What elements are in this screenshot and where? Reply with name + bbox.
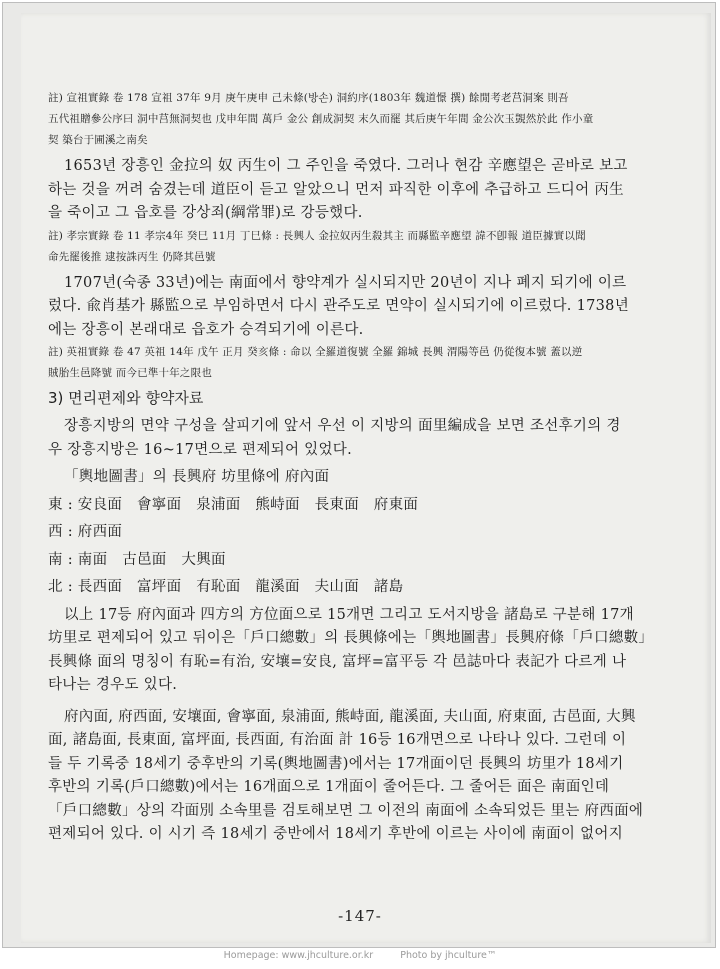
footnote-line: 註) 孝宗實錄 卷 11 孝宗4年 癸巳 11月 丁巳條 : 長興人 金拉奴丙生殺其主 而縣監辛應望 諱不卽報 道臣據實以聞 bbox=[48, 229, 586, 242]
paragraph-line: 長興條 面의 명칭이 有恥=有治, 安壤=安良, 富坪=富平등 각 邑誌마다 表記가 다르게 나 bbox=[48, 653, 627, 670]
paragraph-line: 타나는 경우도 있다. bbox=[48, 677, 178, 693]
district-east: 東 : 安良面 會寧面 泉浦面 熊峙面 長東面 府東面 bbox=[48, 496, 419, 513]
paragraph-line: 우 장흥지방은 16~17면으로 편제되어 있었다. bbox=[48, 441, 353, 458]
homepage-credit: Homepage: www.jhculture.or.kr bbox=[223, 950, 374, 961]
paragraph-line: 장흥지방의 면약 구성을 살피기에 앞서 우선 이 지방의 面里編成을 보면 조선후기의 경 bbox=[64, 418, 621, 434]
watermark-footer bbox=[0, 950, 720, 961]
paragraph-line: 「輿地圖書」의 長興府 坊里條에 府內面 bbox=[64, 469, 330, 485]
paragraph-line: 후반의 기록(戶口總數)에서는 16개面으로 1개面이 줄어든다. 그 줄어든 面은 南面인데 bbox=[48, 779, 610, 795]
footnote-line: 五代祖贈參公序曰 洞中莒無洞契也 戊申年間 萬戶 金公 創成洞契 末久而罷 其后庚午年間 金公次玉覬然於此 作小童 bbox=[48, 113, 594, 125]
paragraph-line: 하는 것을 꺼려 숨겼는데 道臣이 듣고 알았으니 먼저 파직한 이후에 추급하고 드디어 丙生 bbox=[48, 181, 624, 198]
paragraph-line: 렀다. 兪肖基가 縣監으로 부임하면서 다시 관주도로 면약이 실시되기에 이르렀다. 1738년 bbox=[48, 298, 630, 314]
paragraph-line: 편제되어 있다. 이 시기 즉 18세기 중반에서 18세기 후반에 이르는 사이에 南面이 없어지 bbox=[48, 826, 624, 842]
paragraph-line: 1707년(숙종 33년)에는 南面에서 향약계가 실시되지만 20년이 지나 폐지 되기에 이르 bbox=[64, 274, 627, 291]
paragraph-line: 「戶口總數」상의 각面別 소속里를 검토해보면 그 이전의 南面에 소속되었든 里는 府西面에 bbox=[48, 802, 644, 819]
footnote-line: 註) 宣祖實錄 卷 178 宣祖 37年 9月 庚午庚申 己未條(방손) 洞約序(1803年 魏道憬 撰) 餘閒考老莒洞案 則吾 bbox=[48, 92, 569, 104]
footnote-line: 註) 英祖實錄 卷 47 英祖 14年 戊午 正月 癸亥條 : 命以 全羅道復號 全羅 錦城 長興 渭陽等邑 仍從復本號 蓋以逆 bbox=[48, 346, 583, 358]
district-west: 西 : 府西面 bbox=[48, 524, 123, 540]
footnote-line: 契 築台于圃溪之南矣 bbox=[48, 134, 148, 146]
paragraph-line: 에는 장흥이 본래대로 읍호가 승격되기에 이른다. bbox=[48, 321, 364, 338]
paragraph-line: 以上 17등 府內面과 四方의 方位面으로 15개면 그리고 도서지방을 諸島로 구분해 17개 bbox=[64, 606, 634, 623]
page-number: -147- bbox=[338, 907, 382, 925]
footnote-line: 命先罷後推 逮按誅丙生 仍降其邑號 bbox=[48, 250, 216, 263]
paragraph-line: 面, 諸島面, 長東面, 富坪面, 長西面, 有治面 計 16등 16개면으로 나타나 있다. 그런데 이 bbox=[48, 732, 627, 748]
district-north: 北 : 長西面 富坪面 有恥面 龍溪面 夫山面 諸島 bbox=[48, 579, 404, 595]
photo-credit: Photo by jhculture™ bbox=[400, 950, 497, 961]
paragraph-line: 府內面, 府西面, 安壤面, 會寧面, 泉浦面, 熊峙面, 龍溪面, 夫山面, 府東面, 古邑面, 大興 bbox=[64, 708, 636, 725]
paragraph-line: 坊里로 편제되어 있고 뒤이은「戶口總數」의 長興條에는「輿地圖書」長興府條「戶口總數」 bbox=[48, 630, 654, 646]
section-heading: 3) 면리편제와 향약자료 bbox=[48, 389, 204, 407]
paragraph-line: 들 두 기록중 18세기 중후반의 기록(輿地圖書)에서는 17개面이던 長興의 坊里가 18세기 bbox=[48, 755, 624, 772]
page-content bbox=[48, 88, 678, 847]
district-south: 南 : 南面 古邑面 大興面 bbox=[48, 551, 226, 568]
paragraph-line: 1653년 장흥인 金拉의 奴 丙生이 그 주인을 죽였다. 그러나 현감 辛應望은 곧바로 보고 bbox=[64, 158, 628, 174]
footnote-line: 賊胎生邑降號 而今已準十年之限也 bbox=[48, 367, 213, 379]
paragraph-line: 을 죽이고 그 읍호를 강상죄(綱常罪)로 강등했다. bbox=[48, 205, 363, 221]
